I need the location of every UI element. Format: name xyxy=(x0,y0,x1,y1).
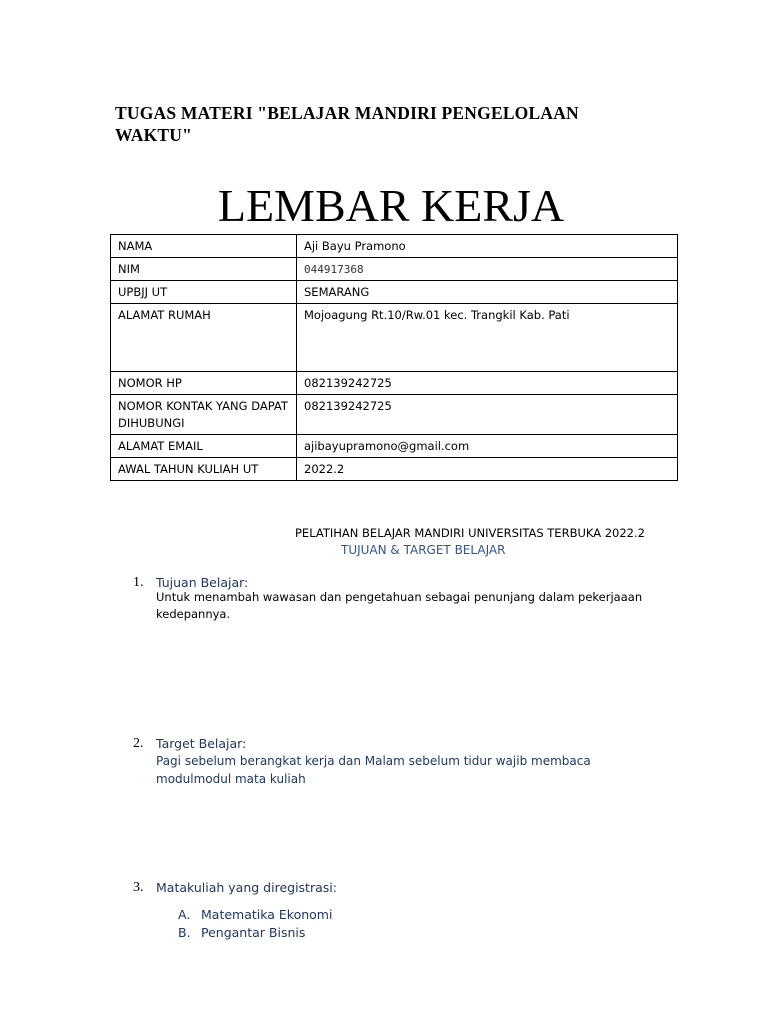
field-value-address: Mojoagung Rt.10/Rw.01 kec. Trangkil Kab. Pati xyxy=(297,304,678,372)
field-label-phone: NOMOR HP xyxy=(111,372,297,395)
course-item xyxy=(178,906,332,924)
list-answer: Pagi sebelum berangkat kerja dan Malam sebelum tidur wajib membaca modulmodul mata kuliah xyxy=(156,754,591,786)
list-answer: Untuk menambah wawasan dan pengetahuan sebagai penunjang dalam pekerjaaan kedepannya. xyxy=(156,590,643,621)
list-label: Tujuan Belajar: xyxy=(156,575,249,590)
table-row xyxy=(111,372,678,395)
field-value-upbjj: SEMARANG xyxy=(297,281,678,304)
course-letter: A. xyxy=(178,907,191,922)
assignment-title: TUGAS MATERI "BELAJAR MANDIRI PENGELOLAAN WAKTU" xyxy=(115,103,579,145)
list-number: 3. xyxy=(133,880,144,895)
field-value-name: Aji Bayu Pramono xyxy=(297,235,678,258)
field-value-phone: 082139242725 xyxy=(297,372,678,395)
table-row xyxy=(111,458,678,481)
field-value-contact: 082139242725 xyxy=(297,395,678,435)
course-letter: B. xyxy=(178,925,191,940)
course-item xyxy=(178,924,305,942)
table-row xyxy=(111,395,678,435)
training-title: PELATIHAN BELAJAR MANDIRI UNIVERSITAS TERBUKA 2022.2 xyxy=(295,526,645,540)
field-label-name: NAMA xyxy=(111,235,297,258)
field-label-email: ALAMAT EMAIL xyxy=(111,435,297,458)
table-row xyxy=(111,281,678,304)
list-label: Target Belajar: xyxy=(156,736,247,751)
section-title: TUJUAN & TARGET BELAJAR xyxy=(341,543,506,557)
table-row xyxy=(111,258,678,281)
table-row xyxy=(111,435,678,458)
document-title: LEMBAR KERJA xyxy=(217,180,565,231)
field-label-upbjj: UPBJJ UT xyxy=(111,281,297,304)
field-value-start-year: 2022.2 xyxy=(297,458,678,481)
field-label-start-year: AWAL TAHUN KULIAH UT xyxy=(111,458,297,481)
field-label-address: ALAMAT RUMAH xyxy=(111,304,297,372)
list-number: 2. xyxy=(133,736,144,751)
course-name: Matematika Ekonomi xyxy=(201,907,333,922)
field-value-nim: 044917368 xyxy=(297,258,678,281)
list-label: Matakuliah yang diregistrasi: xyxy=(156,880,337,895)
field-value-email: ajibayupramono@gmail.com xyxy=(297,435,678,458)
table-row xyxy=(111,235,678,258)
course-name: Pengantar Bisnis xyxy=(201,925,306,940)
field-label-nim: NIM xyxy=(111,258,297,281)
table-row xyxy=(111,304,678,372)
list-number: 1. xyxy=(133,575,144,590)
field-label-contact: NOMOR KONTAK YANG DAPAT DIHUBUNGI xyxy=(111,395,297,435)
student-info-table xyxy=(110,234,678,481)
